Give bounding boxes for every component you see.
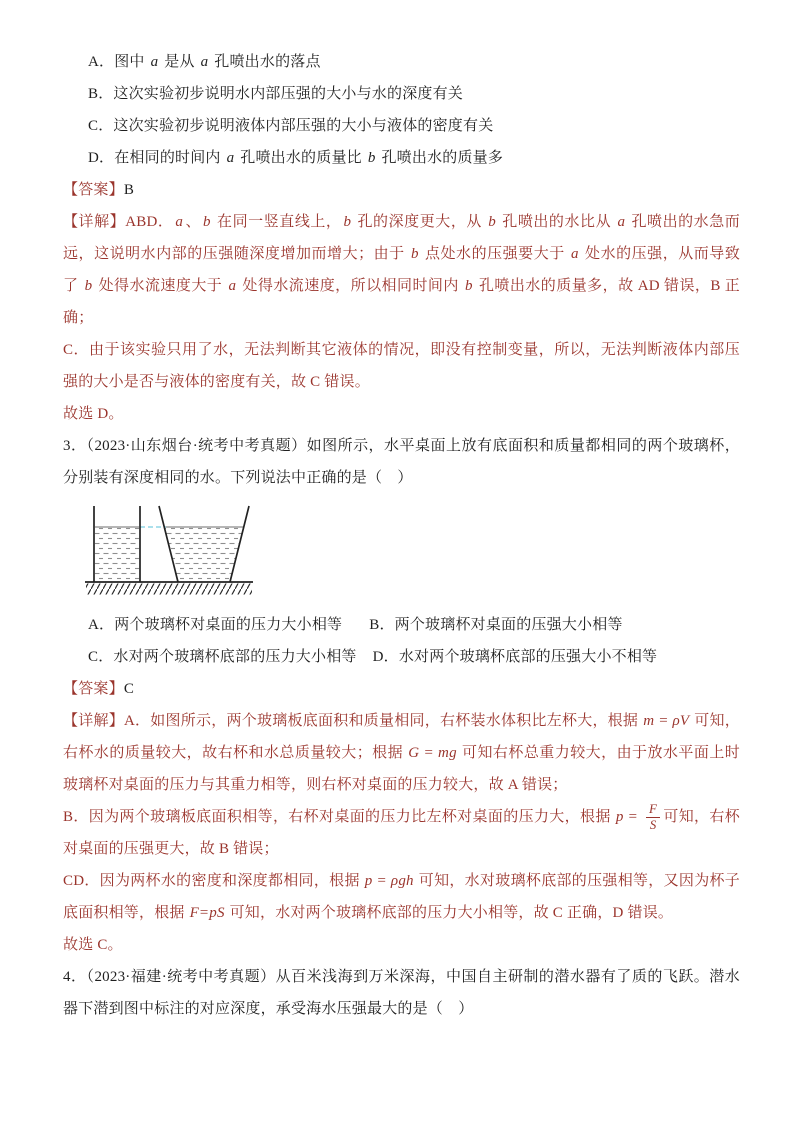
math-formula: m = ρV (643, 713, 690, 729)
text-run: B．两个玻璃杯对桌面的压强大小相等 (369, 617, 623, 633)
math-variable: a (200, 54, 209, 70)
text-run: 可知，水对两个玻璃杯底部的压力大小相等，故 C 正确，D 错误。 (225, 905, 674, 921)
q3-explanation-cd (63, 865, 740, 929)
math-variable: b (343, 214, 352, 230)
text-run: 孔的深度更大，从 (353, 214, 487, 230)
text-run: 是从 (160, 54, 199, 70)
text-run: 孔喷出水的质量多，故 AD 错误，B 正确； (63, 278, 741, 326)
text-run: 处水的压强，从而导致了 (63, 246, 741, 294)
text-run: 处得水流速 (94, 278, 176, 294)
q3-answer (63, 673, 740, 705)
text-run: B．这次实验初步说明水内部压强的大小与水的深度有关 (88, 86, 464, 102)
content-after-figure (63, 609, 740, 1025)
two-glasses-drawing (85, 501, 255, 598)
text-run: A．图中 (88, 54, 149, 70)
text-run: A．两个玻璃杯对桌面的压力大小相等 (88, 617, 343, 633)
content-before-figure (63, 46, 740, 494)
text-run: 、 (185, 214, 202, 230)
text-run: 孔喷出水的落点 (210, 54, 321, 70)
text-run: 孔喷出水的质量多 (377, 150, 504, 166)
q2-explanation-c (63, 334, 740, 398)
math-variable: a (150, 54, 159, 70)
text-run: 故选 C。 (63, 937, 123, 953)
text-run: 在同一竖直线上， (212, 214, 342, 230)
text-run: 点处水的压强要大于 (420, 246, 570, 262)
math-formula: F=pS (189, 905, 225, 921)
text-run: C．水对两个玻璃杯底部的压力大小相等 (88, 649, 357, 665)
math-variable: b (203, 214, 211, 230)
text-run: CD．因为两杯水的密度和深度都相同，根据 (63, 873, 364, 889)
text-run: 【答案】 (63, 681, 124, 697)
q3-stem (63, 430, 740, 494)
text-run: 故选 D。 (63, 406, 124, 422)
math-variable: a (175, 214, 184, 230)
math-variable: b (367, 150, 376, 166)
text-run: 【详解】A．如图所示，两个玻璃板底面积和质量相同，右杯装水体积比左杯大，根据 (63, 713, 643, 729)
text-run: 可知，右杯对桌面的压强更大，故 B 错误； (63, 809, 740, 857)
q3-explanation-b (63, 801, 740, 865)
q3-figure-two-glasses (85, 501, 740, 603)
q2-option-c (63, 110, 740, 142)
column-gap (357, 660, 373, 661)
math-variable: a (617, 214, 626, 230)
q2-answer (63, 174, 740, 206)
text-run: 可知右杯总重力较大，由于放水平面上时玻璃杯对桌面的压力与其重力相等，则右杯对桌面的压力较大，故 A 错误； (63, 745, 740, 793)
text-run: C．由于该实验只用了水，无法判断其它液体的情况，即没有控制变量，所以，无法判断液体内部压强的大小是否与液体的密度有关，故 C 错误。 (63, 342, 740, 390)
table-hatching (86, 584, 252, 595)
text-run: 可知，水对玻璃杯底部的压强相等，又因为杯子底面积相等，根据 (63, 873, 740, 921)
text-run: 孔喷出的水比从 (497, 214, 616, 230)
text-run: 3．（2023·山东烟台·统考中考真题）如图所示，水平桌面上放有底面积和质量都相同的两个玻璃杯，分别装有深度相同的水。下列说法中正确的是（ ） (63, 438, 740, 486)
math-variable: b (488, 214, 496, 230)
text-run: 孔喷出的水急而远，这说明水内部的压强随深度增加而增大；由于 (63, 214, 740, 262)
document-content (63, 46, 740, 1025)
math-variable: a (226, 150, 235, 166)
q3-conclusion (63, 929, 740, 961)
text-run: 孔喷出水的质量比 (236, 150, 366, 166)
text-run: C．这次实验初步说明液体内部压强的大小与液体的密度有关 (88, 118, 494, 134)
text-run: B．因为两个玻璃板底面积相等，右杯对桌面的压力比左杯对桌面的压力大，根据 (63, 809, 615, 825)
math-variable: a (571, 246, 579, 262)
math-variable: b (410, 246, 419, 262)
text-run: 可知，右杯水的质量较大，故右杯和水总质量较大；根据 (63, 713, 740, 761)
math-variable: b (84, 278, 93, 294)
math-formula: G = mg (408, 745, 457, 761)
q3-explanation-a (63, 705, 740, 801)
q2-option-b (63, 78, 740, 110)
left-glass-water (95, 527, 139, 582)
text-run: 【答案】 (63, 182, 124, 198)
math-formula: p = (615, 809, 643, 825)
text-run: B (123, 182, 135, 198)
math-variable: a (228, 278, 237, 294)
math-variable: b (465, 278, 473, 294)
q3-options-row-2 (63, 641, 740, 673)
column-gap (342, 628, 369, 629)
q2-option-d (63, 142, 740, 174)
fraction: $\frac{F}{S}$ (643, 802, 663, 833)
text-run: D．在相同的时间内 (88, 150, 225, 166)
text-run: 处得水流速度，所以相同时间内 (238, 278, 464, 294)
text-run: 【详解】ABD． (63, 214, 174, 230)
q3-options-row-1 (63, 609, 740, 641)
text-run: 度大于 (175, 278, 227, 294)
q2-explanation-abd (63, 206, 740, 334)
q4-stem (63, 961, 740, 1025)
q2-option-a (63, 46, 740, 78)
math-formula: p = ρgh (364, 873, 414, 889)
text-run: D．水对两个玻璃杯底部的压强大小不相等 (372, 649, 658, 665)
text-run: C (123, 681, 135, 697)
text-run: 4．（2023·福建·统考中考真题）从百米浅海到万米深海，中国自主研制的潜水器有了质的飞跃。潜水器下潜到图中标注的对应深度，承受海水压强最大的是（ ） (63, 969, 740, 1017)
q2-conclusion (63, 398, 740, 430)
